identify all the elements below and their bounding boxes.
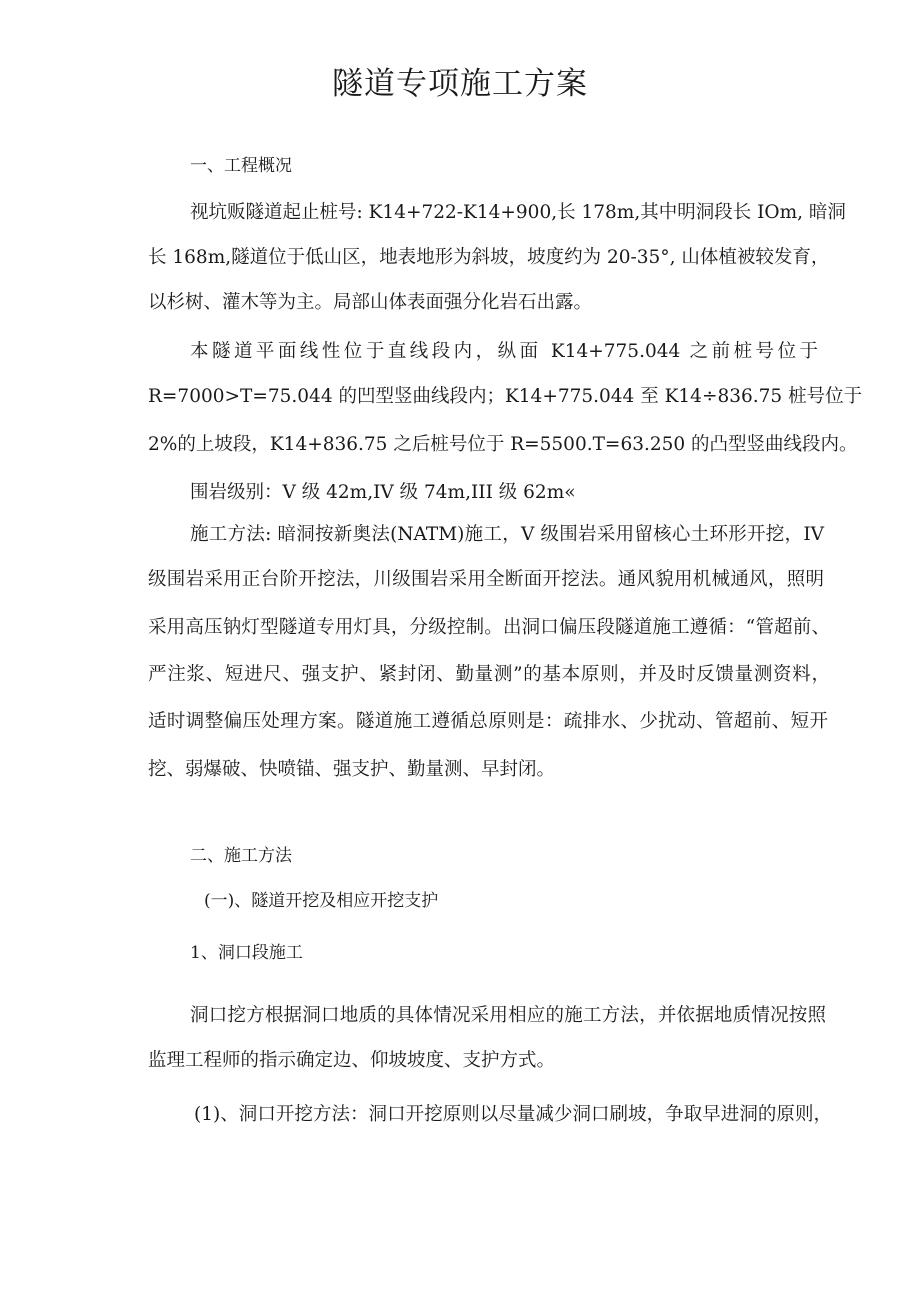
section-heading-methods: 二、施工方法 [190,846,292,866]
paragraph-line: 采用高压钠灯型隧道专用灯具，分级控制。出洞口偏压段隧道施工遵循：“管超前、 [148,617,830,638]
paragraph-line: (1)、洞口开挖方法：洞口开挖原则以尽量减少洞口刷坡，争取早进洞的原则， [194,1104,832,1125]
paragraph-line: 长 168m,隧道位于低山区，地表地形为斜坡，坡度约为 20-35°, 山体植被较发育， [148,247,830,268]
paragraph-line: R=7000>T=75.044 的凹型竖曲线段内；K14+775.044 至 K14÷836.75 桩号位于 [148,386,863,407]
paragraph-line: 严注浆、短进尺、强支护、紧封闭、勤量测”的基本原则，并及时反馈量测资料， [148,664,830,685]
paragraph-line: 挖、弱爆破、快喷锚、强支护、勤量测、早封闭。 [148,759,556,780]
paragraph-line: 监理工程师的指示确定边、仰坡坡度、支护方式。 [148,1050,556,1071]
subsection-heading: (一)、隧道开挖及相应开挖支护 [204,891,439,911]
paragraph-line: 适时调整偏压处理方案。隧道施工遵循总原则是：疏排水、少扰动、管超前、短开 [148,711,828,732]
document-title: 隧道专项施工方案 [332,66,588,102]
paragraph-rock-grade: 围岩级别：V 级 42m,IV 级 74m,III 级 62m« [190,482,576,503]
paragraph-line: 2%的上坡段，K14+836.75 之后桩号位于 R=5500.T=63.250 的凸型竖曲线段内。 [148,434,858,455]
paragraph-line: 本隧道平面线性位于直线段内，纵面 K14+775.044 之前桩号位于 [190,341,818,362]
section-heading-overview: 一、工程概况 [190,156,292,176]
paragraph-line: 以杉树、灌木等为主。局部山体表面强分化岩石出露。 [148,292,593,313]
paragraph-line: 级围岩采用正台阶开挖法，川级围岩采用全断面开挖法。通风貌用机械通风，照明 [148,569,824,590]
paragraph-line: 视坑贩隧道起止桩号: K14+722-K14+900,长 178m,其中明洞段长 IOm, 暗洞 [190,202,846,223]
paragraph-line: 洞口挖方根据洞口地质的具体情况采用相应的施工方法，并依据地质情况按照 [190,1005,826,1026]
item-heading: 1、洞口段施工 [190,943,303,963]
paragraph-line: 施工方法: 暗洞按新奥法(NATM)施工，V 级围岩采用留核心土环形开挖，IV [190,524,824,545]
